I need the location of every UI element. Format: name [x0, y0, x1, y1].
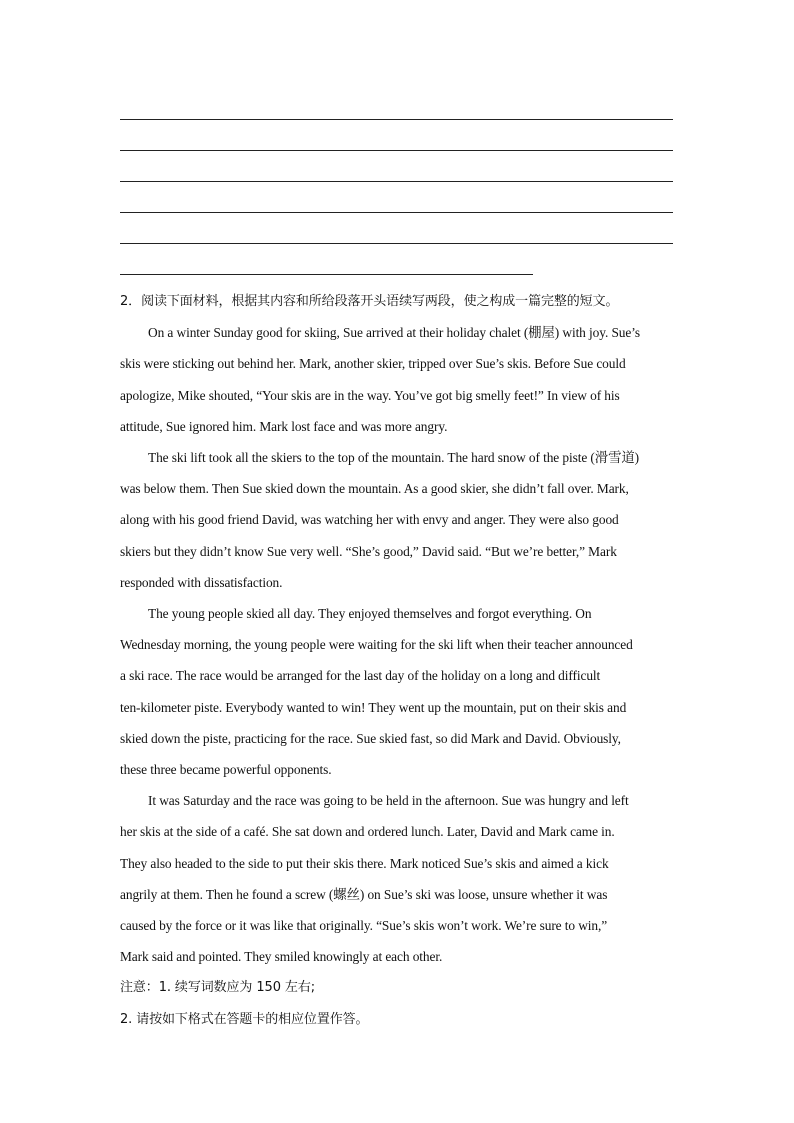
- instruction-text: 2．阅读下面材料，根据其内容和所给段落开头语续写两段，使之构成一篇完整的短文。: [120, 294, 619, 309]
- paragraph-line: On a winter Sunday good for skiing, Sue arrived at their holiday chalet (棚屋) with joy. Sue’s: [148, 325, 640, 341]
- paragraph-line: apologize, Mike shouted, “Your skis are in the way. You’ve got big smelly feet!” In view of his: [120, 387, 620, 403]
- paragraph-line: caused by the force or it was like that originally. “Sue’s skis won’t work. We’re sure to win,”: [120, 918, 608, 934]
- answer-line-6: [120, 274, 533, 275]
- paragraph-line: The ski lift took all the skiers to the top of the mountain. The hard snow of the piste (滑雪道): [148, 450, 640, 466]
- paragraph-line: her skis at the side of a café. She sat down and ordered lunch. Later, David and Mark came in.: [120, 824, 615, 840]
- paragraph-line: attitude, Sue ignored him. Mark lost face and was more angry.: [120, 418, 448, 434]
- reading-material: [120, 286, 673, 1035]
- paragraph-line: Mark said and pointed. They smiled knowingly at each other.: [120, 949, 443, 965]
- paragraph-line: skied down the piste, practicing for the race. Sue skied fast, so did Mark and David. Obviously,: [120, 730, 621, 746]
- paragraph-line: skis were sticking out behind her. Mark, another skier, tripped over Sue’s skis. Before Sue could: [120, 356, 626, 372]
- paragraph-line: They also headed to the side to put their skis there. Mark noticed Sue’s skis and aimed a kick: [120, 855, 609, 871]
- paragraph-line: ten-kilometer piste. Everybody wanted to win! They went up the mountain, put on their skis and: [120, 699, 627, 715]
- answer-line-4: [120, 212, 673, 213]
- note-line-1: 注意：1. 续写词数应为 150 左右;: [120, 980, 315, 996]
- paragraph-line: responded with dissatisfaction.: [120, 574, 283, 590]
- paragraph-line: The young people skied all day. They enjoyed themselves and forgot everything. On: [148, 606, 592, 622]
- story-paragraph-2: [120, 442, 673, 598]
- story-paragraph-3: [120, 598, 673, 785]
- paragraph-line: these three became powerful opponents.: [120, 762, 332, 778]
- answer-line-5: [120, 243, 673, 244]
- answer-line-2: [120, 150, 673, 151]
- answer-line-3: [120, 181, 673, 182]
- paragraph-line: skiers but they didn’t know Sue very well. “She’s good,” David said. “But we’re better,” Mark: [120, 543, 617, 559]
- story-paragraph-4: [120, 785, 673, 972]
- paragraph-line: Wednesday morning, the young people were waiting for the ski lift when their teacher announced: [120, 637, 633, 653]
- paragraph-line: a ski race. The race would be arranged for the last day of the holiday on a long and difficult: [120, 668, 601, 684]
- paragraph-line: It was Saturday and the race was going to be held in the afternoon. Sue was hungry and left: [148, 793, 629, 809]
- paragraph-line: along with his good friend David, was watching her with envy and anger. They were also good: [120, 512, 619, 528]
- story-paragraph-1: [120, 317, 673, 442]
- note-line-2: 2. 请按如下格式在答题卡的相应位置作答。: [120, 1011, 369, 1027]
- paragraph-line: was below them. Then Sue skied down the mountain. As a good skier, she didn’t fall over. Mark,: [120, 481, 629, 497]
- paragraph-line: angrily at them. Then he found a screw (螺丝) on Sue’s ski was loose, unsure whether it was: [120, 886, 608, 902]
- answer-line-1: [120, 119, 673, 120]
